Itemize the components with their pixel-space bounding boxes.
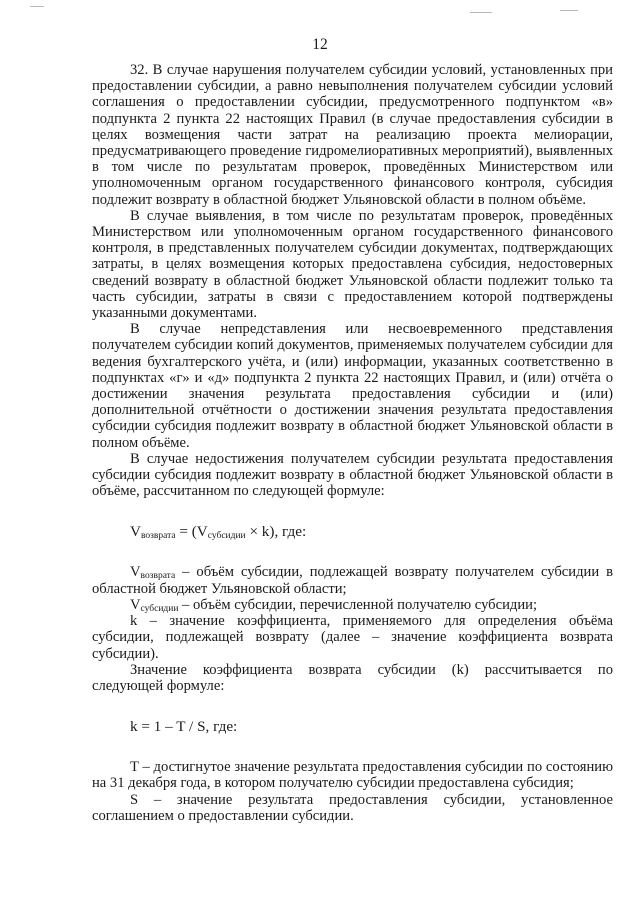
definition-v-subsidy xyxy=(92,597,613,613)
formula-symbol: V xyxy=(130,523,141,541)
formula-part: × k), где: xyxy=(245,523,307,541)
paragraph-nonsubmission: В случае непредставления или несвоевременного представления получателем субсидии копий документов, применяемых получателем субсидии для ведения бухгалтерского учёта, и (или) информации, указанных соответственно в подпунктах «г» и «д» подпункта 2 пункта 22 настоящих Правил, и (или) отчёта о достижении значения результата предоставления субсидии и (или) дополнительной отчётности о достижении значения результата предоставления субсидии субсидия подлежит возврату в областной бюджет Ульяновской области в полном объёме. xyxy=(92,321,613,451)
definition-subscript: субсидии xyxy=(140,603,179,614)
formula-coefficient: k = 1 – T / S, где: xyxy=(130,718,238,736)
definition-text: – объём субсидии, перечисленной получателю субсидии; xyxy=(178,596,537,613)
scan-artifact xyxy=(30,6,44,7)
definition-symbol: V xyxy=(130,564,141,581)
paragraph-false-info: В случае выявления, в том числе по результатам проверок, проведённых Министерством или уполномоченным органом государственного финансового контроля, в представленных получателем субсидии документах, подтверждающих затраты, в целях возмещения которых предоставлена субсидия, недостоверных сведений возврату в областной бюджет Ульяновской области подлежит только та часть субсидии, затраты в связи с предоставлением которой подтверждены указанными документами. xyxy=(92,207,613,322)
paragraph-nonachievement: В случае недостижения получателем субсидии результата предоставления субсидии субсидия подлежит возврату в областной бюджет Ульяновской области в объёме, рассчитанном по следующей формуле: xyxy=(92,450,613,500)
paragraph-32: 32. В случае нарушения получателем субсидии условий, установленных при предоставлении субсидии, а равно невыполнения получателем субсидии условий соглашения о предоставлении субсидии, предусмотренного подпунктом «в» подпункта 2 пункта 22 настоящих Правил (в случае предоставления субсидии в целях возмещения части затрат на реализацию проекта мелиорации, предусматривающего проведение гидромелиоративных мероприятий), выявленных в том числе по результатам проверок, проведённых Министерством или уполномоченным органом государственного финансового контроля, субсидия подлежит возврату в областной бюджет Ульяновской области в полном объёме. xyxy=(92,62,613,208)
document-body xyxy=(92,62,613,824)
definition-k: k – значение коэффициента, применяемого для определения объёма субсидии, подлежащей возврату (далее – значение коэффициента возврата субсидии). xyxy=(92,613,613,662)
scan-artifact xyxy=(560,10,578,11)
page-number: 12 xyxy=(312,36,328,53)
definition-symbol: V xyxy=(130,596,141,613)
scan-artifact xyxy=(470,12,492,13)
definition-subscript: возврата xyxy=(140,571,176,582)
formula-refund-volume xyxy=(130,523,613,540)
definition-s: S – значение результата предоставления субсидии, установленное соглашением о предоставлении субсидии. xyxy=(92,791,613,824)
definition-t: T – достигнутое значение результата предоставления субсидии по состоянию на 31 декабря года, в котором получателю субсидии предоставлена субсидия; xyxy=(92,759,613,792)
definition-v-refund xyxy=(92,564,613,596)
formula-subscript: возврата xyxy=(140,531,176,542)
formula-subscript: субсидии xyxy=(207,531,246,542)
paragraph-k-formula-intro: Значение коэффициента возврата субсидии (k) рассчитывается по следующей формуле: xyxy=(92,661,613,694)
formula-part: = (V xyxy=(175,523,208,541)
definition-text: – объём субсидии, подлежащей возврату получателем субсидии в областной бюджет Ульяновской области; xyxy=(92,564,613,597)
